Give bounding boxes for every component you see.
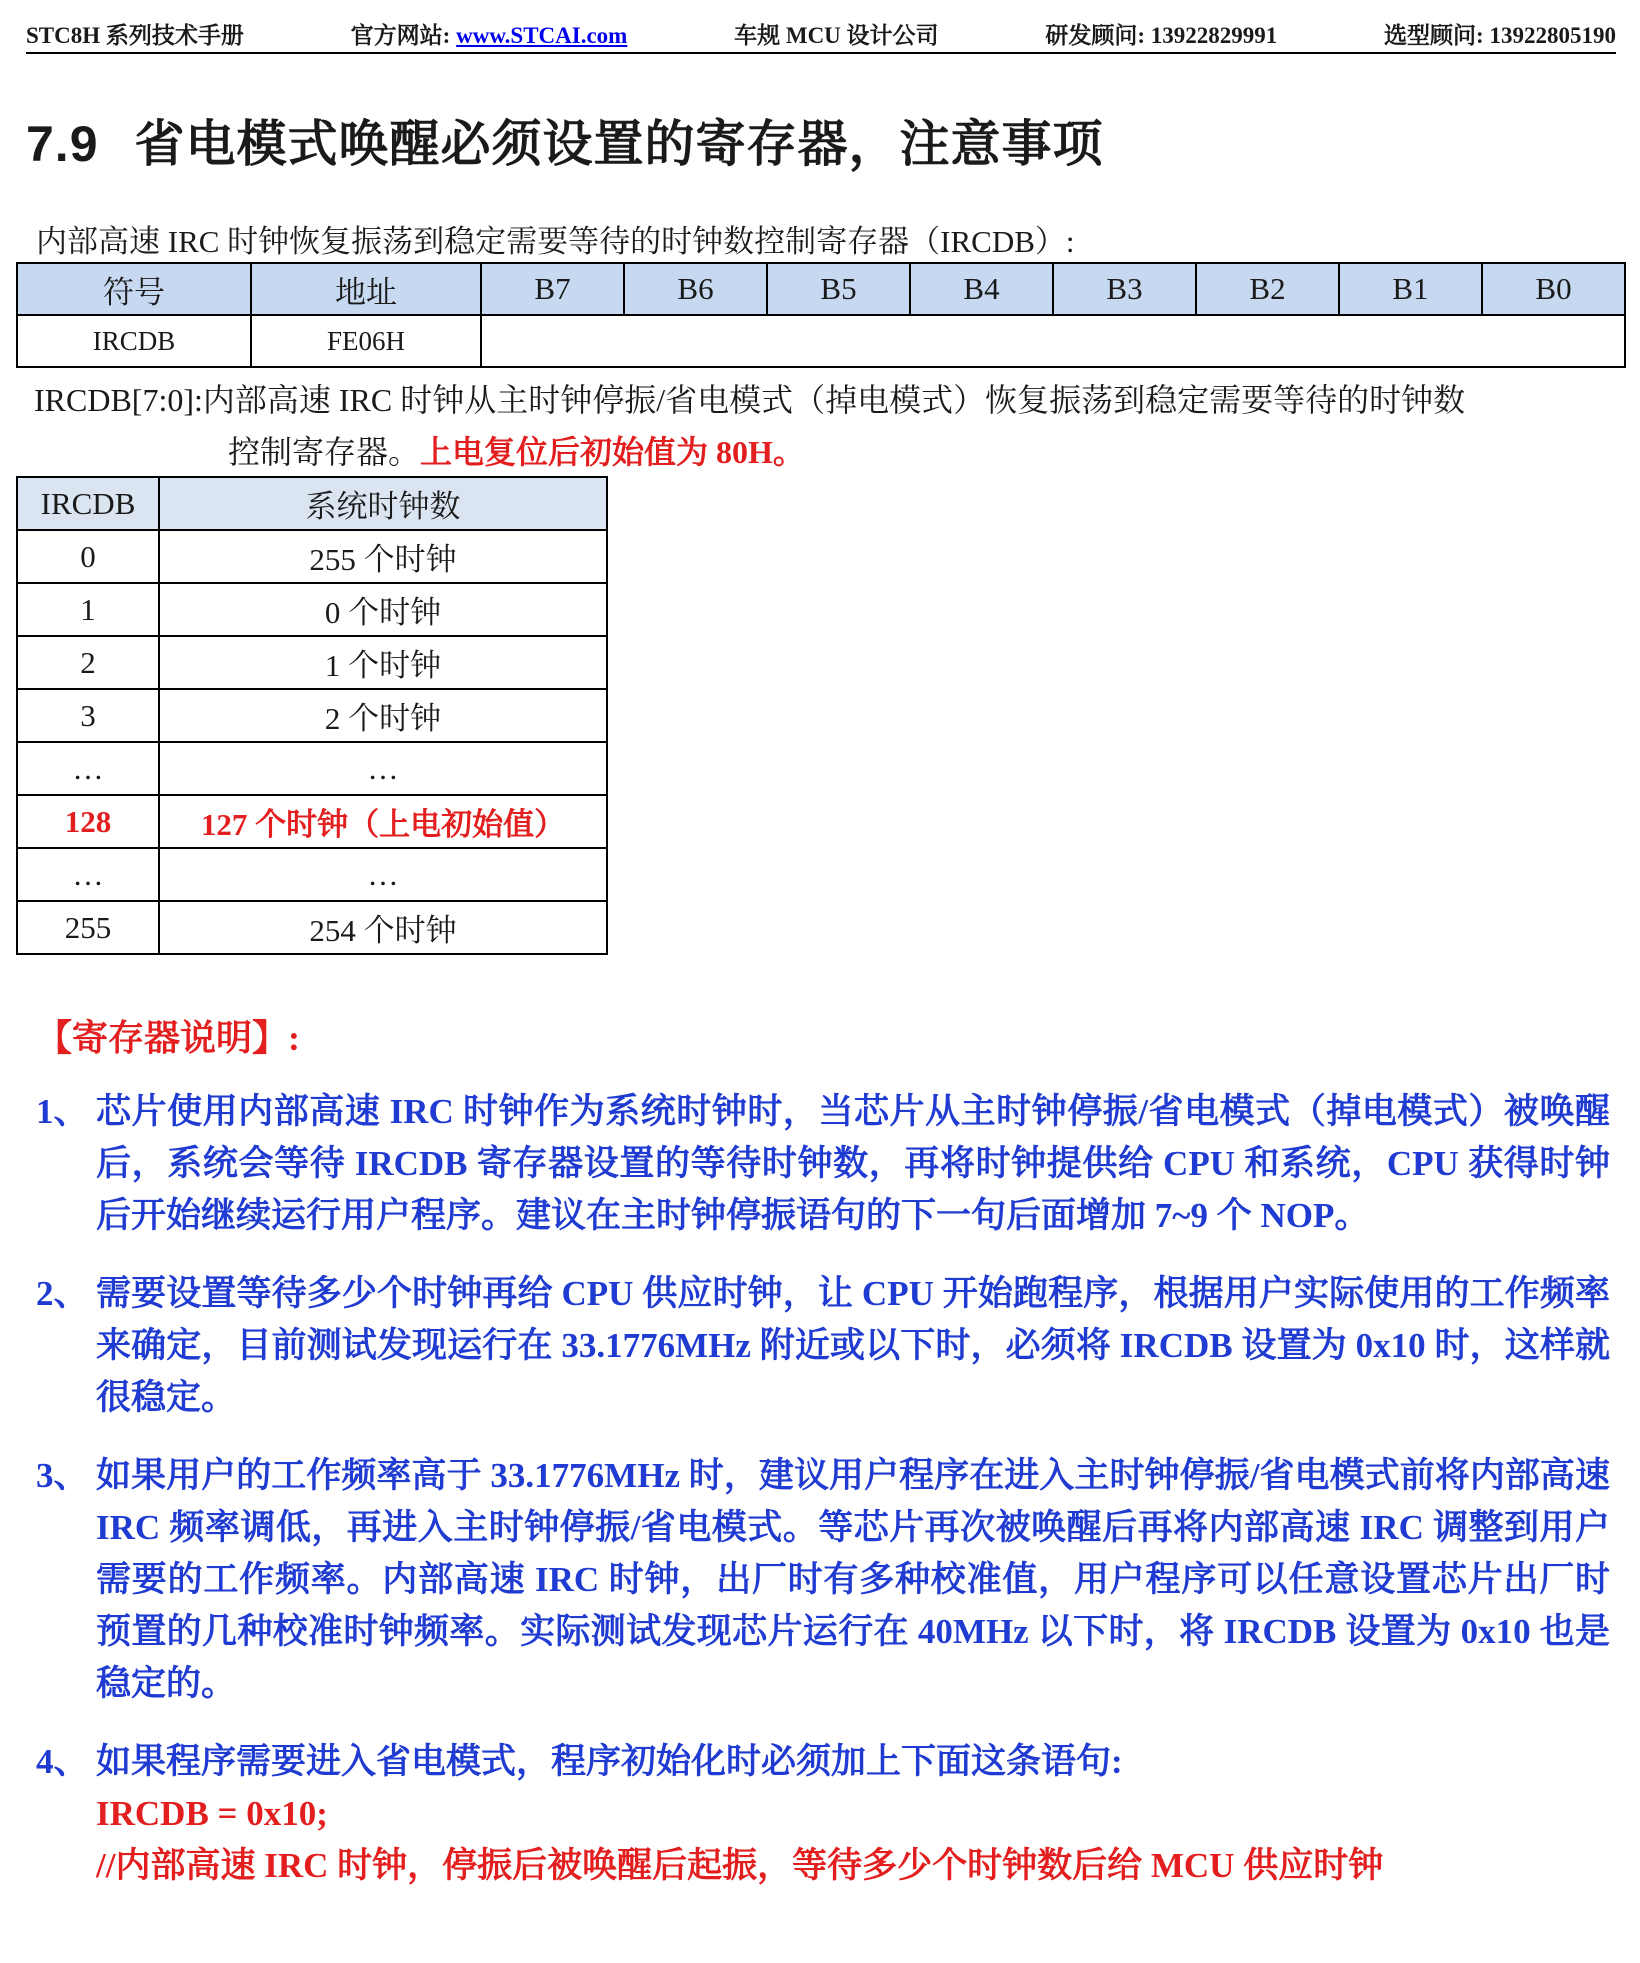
note-text: 如果用户的工作频率高于 33.1776MHz 时，建议用户程序在进入主时钟停振/省电模式前将内部高速 IRC 频率调低，再进入主时钟停振/省电模式。等芯片再次被唤醒后再将内部高速 IRC 调整到用户需要的工作频率。内部高速 IRC 时钟，出厂时有多种校准值，用户程序可以任意设置芯片出厂时预置的几种校准时钟频率。实际测试发现芯片运行在 40MHz 以下时，将 IRCDB 设置为 0x10 也是稳定的。 (96, 1456, 1610, 1703)
header-b5: B5 (767, 263, 910, 315)
ircdb-value: … (17, 848, 159, 901)
table-row (17, 530, 607, 583)
note-number: 3、 (36, 1456, 89, 1495)
header-address: 地址 (251, 263, 481, 315)
note-number: 2、 (36, 1274, 89, 1313)
note-text: 需要设置等待多少个时钟再给 CPU 供应时钟，让 CPU 开始跑程序，根据用户实际使用的工作频率来确定，目前测试发现运行在 33.1776MHz 附近或以下时，必须将 IRCDB 设置为 0x10 时，这样就很稳定。 (96, 1274, 1610, 1417)
note-item (30, 1086, 1610, 1242)
notes-list (30, 1086, 1610, 1918)
value-header-row (17, 477, 607, 530)
intro-text: 内部高速 IRC 时钟恢复振荡到稳定需要等待的时钟数控制寄存器（IRCDB）: (36, 224, 1075, 259)
code-statement: IRCDB = 0x10; (96, 1794, 328, 1833)
field-name: IRCDB[7:0]: (34, 382, 203, 418)
ircdb-value: 128 (17, 795, 159, 848)
header-symbol: 符号 (17, 263, 251, 315)
clock-count: … (159, 848, 607, 901)
register-address: FE06H (251, 315, 481, 367)
header-b1: B1 (1339, 263, 1482, 315)
section-title (26, 104, 1104, 176)
header-b0: B0 (1482, 263, 1625, 315)
header-b4: B4 (910, 263, 1053, 315)
table-row (17, 848, 607, 901)
table-row-default (17, 795, 607, 848)
header-clocks: 系统时钟数 (159, 477, 607, 530)
note-number: 1、 (36, 1092, 89, 1131)
register-table (16, 262, 1626, 368)
table-row (17, 742, 607, 795)
notes-heading: 【寄存器说明】: (36, 1018, 300, 1058)
website-label: 官方网站: (350, 22, 451, 48)
clock-count: 1 个时钟 (159, 636, 607, 689)
ircdb-value: 1 (17, 583, 159, 636)
section-number: 7.9 (26, 116, 99, 172)
table-row (17, 583, 607, 636)
ircdb-value: … (17, 742, 159, 795)
ircdb-value: 255 (17, 901, 159, 954)
sales-contact: 选型顾问: 13922805190 (1384, 22, 1616, 48)
note-number: 4、 (36, 1742, 89, 1781)
register-symbol: IRCDB (17, 315, 251, 367)
field-text-cont: 控制寄存器。 (228, 434, 421, 470)
clock-count: 127 个时钟（上电初始值） (159, 795, 607, 848)
note-item (30, 1450, 1610, 1710)
table-row (17, 689, 607, 742)
ircdb-value: 0 (17, 530, 159, 583)
section-heading: 省电模式唤醒必须设置的寄存器，注意事项 (134, 116, 1104, 172)
note-text: 芯片使用内部高速 IRC 时钟作为系统时钟时，当芯片从主时钟停振/省电模式（掉电模式）被唤醒后，系统会等待 IRCDB 寄存器设置的等待时钟数，再将时钟提供给 CPU 和系统，CPU 获得时钟后开始继续运行用户程序。建议在主时钟停振语句的下一句后面增加 7~9 个 NOP。 (96, 1092, 1610, 1235)
table-row (17, 636, 607, 689)
value-table (16, 476, 608, 955)
website-link[interactable]: www.STCAI.com (456, 22, 628, 48)
header-b7: B7 (481, 263, 624, 315)
clock-count: 254 个时钟 (159, 901, 607, 954)
clock-count: 0 个时钟 (159, 583, 607, 636)
reset-value-note: 上电复位后初始值为 80H。 (420, 434, 805, 470)
note-text: 如果程序需要进入省电模式，程序初始化时必须加上下面这条语句: (96, 1742, 1123, 1781)
register-row (17, 315, 1625, 367)
header-b3: B3 (1053, 263, 1196, 315)
ircdb-value: 3 (17, 689, 159, 742)
ircdb-value: 2 (17, 636, 159, 689)
clock-count: 255 个时钟 (159, 530, 607, 583)
field-text: 内部高速 IRC 时钟从主时钟停振/省电模式（掉电模式）恢复振荡到稳定需要等待的时钟数 (202, 382, 1466, 418)
note-item (30, 1268, 1610, 1424)
clock-count: 2 个时钟 (159, 689, 607, 742)
manual-title: STC8H 系列技术手册 (26, 22, 244, 48)
register-header-row (17, 263, 1625, 315)
clock-count: … (159, 742, 607, 795)
rd-contact: 研发顾问: 13922829991 (1045, 22, 1278, 48)
header-b2: B2 (1196, 263, 1339, 315)
header-b6: B6 (624, 263, 767, 315)
company-tagline: 车规 MCU 设计公司 (734, 22, 939, 48)
website (351, 17, 628, 50)
note-item (30, 1736, 1610, 1892)
register-bits (481, 315, 1625, 367)
code-comment: //内部高速 IRC 时钟，停振后被唤醒后起振，等待多少个时钟数后给 MCU 供应时钟 (96, 1846, 1384, 1885)
table-row (17, 901, 607, 954)
page-header (26, 14, 1616, 54)
header-ircdb: IRCDB (17, 477, 159, 530)
field-description (34, 374, 1624, 478)
